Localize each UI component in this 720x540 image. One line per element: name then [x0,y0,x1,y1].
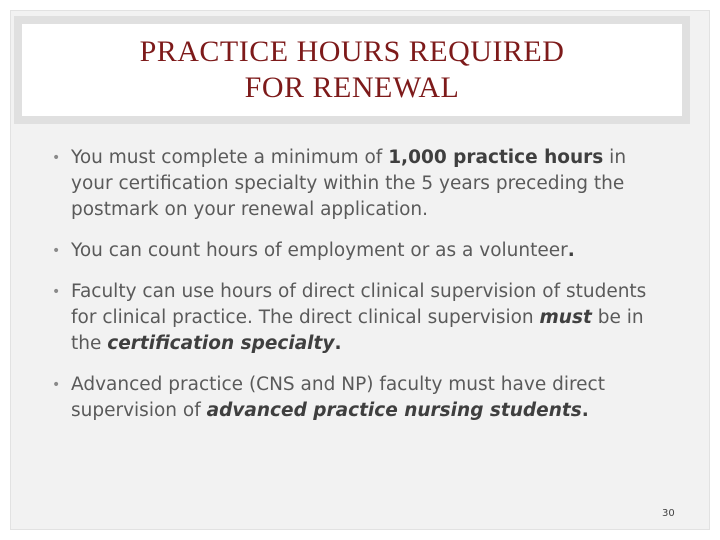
page-number: 30 [662,508,675,519]
bullet-item-3 [52,279,672,357]
bullet-4-period: . [581,400,589,421]
bullet-1-text: You must complete a minimum of [71,147,389,168]
bullet-4-text: Advanced practice (CNS and NP) faculty must have direct supervision of [71,374,605,421]
bullet-item-1 [52,145,672,223]
bullet-4-emphasis: advanced practice nursing students [206,400,582,421]
bullet-dot-icon: • [52,284,61,300]
bullet-3-text: Faculty can use hours of direct clinical supervision of students for clinical practice. The direct clinical supervision [71,281,647,328]
bullet-dot-icon: • [52,243,61,259]
bullet-dot-icon: • [52,377,61,393]
title-box [22,24,682,116]
slide-title [140,34,565,106]
slide-title-line-1: PRACTICE HOURS REQUIRED [139,35,565,68]
bullet-3-emphasis-2: certification specialty [107,333,335,354]
bullet-3-period: . [334,333,342,354]
bullet-3-text-middle: be in the [71,307,644,354]
bullet-item-4 [52,372,672,424]
bullet-item-2 [52,238,672,264]
bullet-2-text: You can count hours of employment or as a volunteer [71,240,568,261]
bullet-2-period: . [567,240,575,261]
bullet-1-text-end: in your certification specialty within the 5 years preceding the postmark on your renewal application. [71,147,627,220]
slide-title-line-2: FOR RENEWAL [244,71,460,104]
bullet-list [52,145,672,439]
bullet-3-emphasis: must [539,307,592,328]
bullet-1-emphasis: 1,000 practice hours [388,147,604,168]
bullet-dot-icon: • [52,150,61,166]
